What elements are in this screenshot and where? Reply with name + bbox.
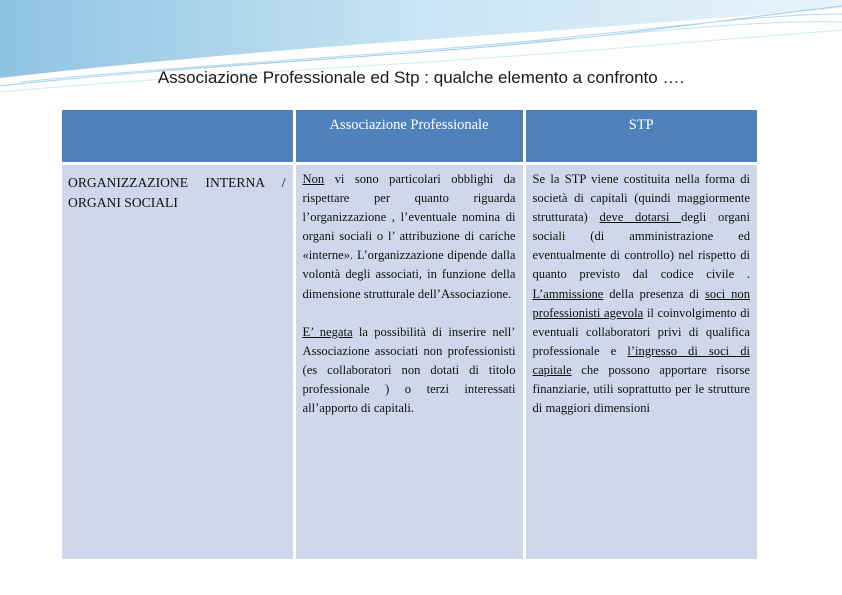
stp-underlined-soci-non-professionisti: soci non professionisti agevola [532,286,750,320]
ap-text-1: vi sono particolari obblighi da rispettare per quanto riguarda l’organizzazione , l’eventuale nomina di organi sociali o l’ attribuzione di cariche «interne». L’organizzazione dipende dalla volontà degli associati, in funzione della dimensione strutturale dell’Associazione. [302,172,516,301]
stp-underlined-ingresso-soci: l’ingresso di soci di capitale [532,343,751,377]
header-associazione-professionale: Associazione Professionale [294,110,524,164]
stp-text-2: degli organi sociali (di amministrazione ed eventualmente di controllo) nel rispetto di quanto previsto dal codice civile . [532,210,750,282]
slide-title: Associazione Professionale ed Stp : qualche elemento a confronto …. [157,68,685,87]
cell-associazione-professionale [294,164,524,560]
ap-text-2: la possibilità di inserire nell’ Associazione associati non professionisti (es collaboratori non dotati di titolo professionale ) o terzi interessati all’apporto di capitali. [302,324,516,416]
ap-underlined-non: Non [302,172,325,186]
ap-underlined-negata: E’ negata [302,324,353,339]
table-header-row [62,110,757,164]
header-empty-cell [62,110,294,164]
table-row [62,164,757,560]
ap-paragraph-2 [303,323,516,418]
comparison-table [62,110,757,559]
stp-text-5: che possono apportare risorse finanziarie, utili soprattutto per le strutture di maggiori dimensioni [532,362,750,416]
cell-stp [524,164,757,560]
stp-text-4: il coinvolgimento di eventuali collaboratori privi di qualifica professionale e [532,305,750,358]
stp-underlined-deve-dotarsi: deve dotarsi [599,210,682,225]
stp-text-3: della presenza di [603,286,705,301]
ap-paragraph-1 [303,170,516,304]
row-label-organizzazione: ORGANIZZAZIONE INTERNA / ORGANI SOCIALI [62,164,294,560]
stp-underlined-ammissione: L’ammissione [532,286,604,301]
wave-decoration [0,0,842,110]
stp-text-1: Se la STP viene costituita nella forma di società di capitali (quindi maggiormente strutturata) [532,172,750,225]
header-stp: STP [524,110,757,164]
